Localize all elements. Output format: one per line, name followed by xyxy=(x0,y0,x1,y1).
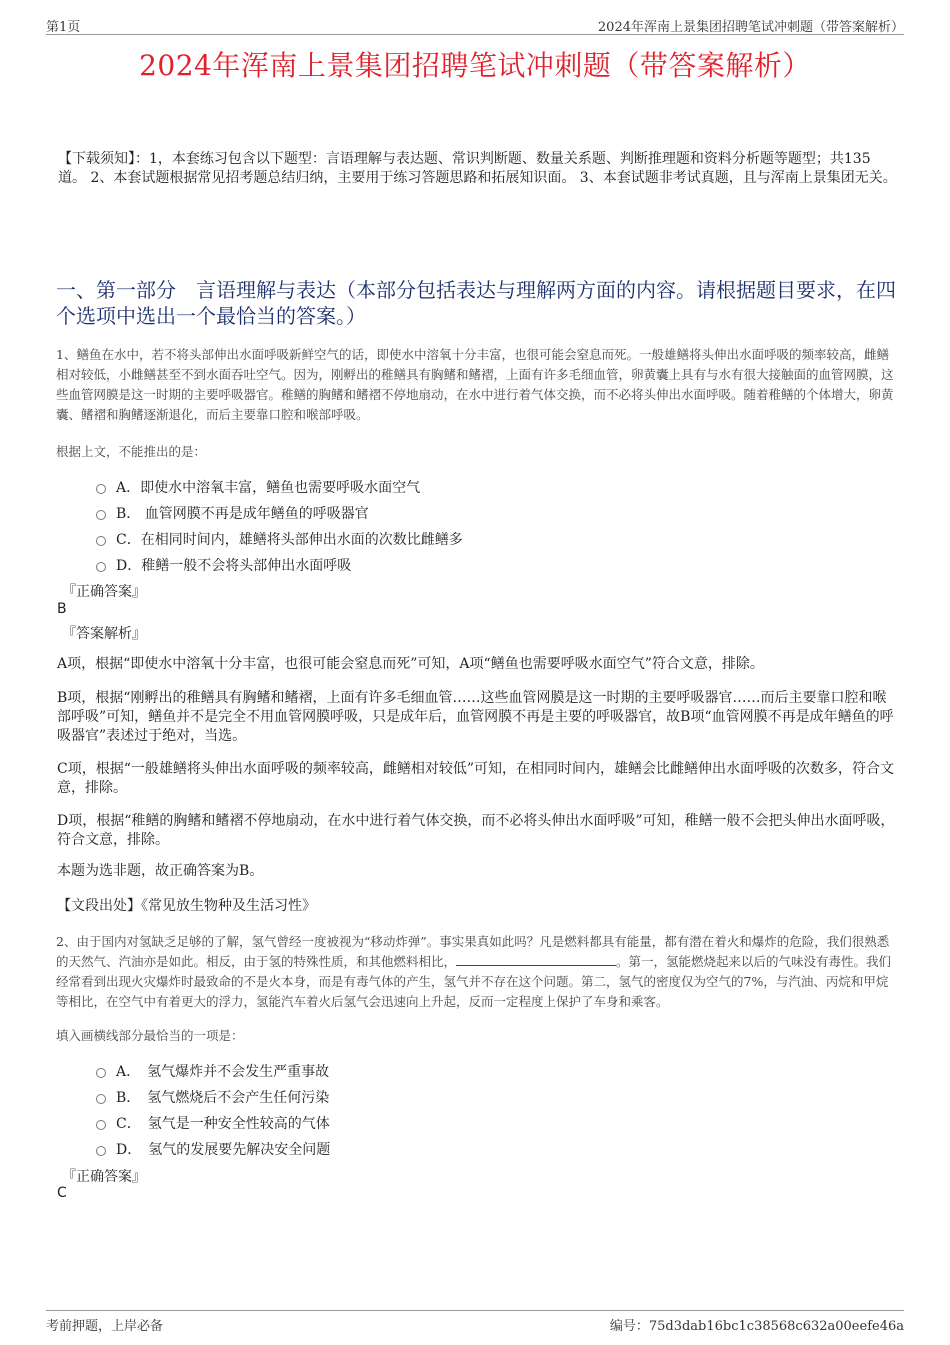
option-b[interactable] xyxy=(96,1084,330,1110)
option-a[interactable] xyxy=(96,1058,330,1084)
analysis-b: B项，根据“刚孵出的稚鳝具有胸鳍和鳍褶，上面有许多毛细血管……这些血管网膜是这一时期的主要呼吸器官……而后主要靠口腔和喉部呼吸”可知，鳝鱼并不是完全不用血管网膜呼吸，只是成年后，血管网膜不再是主要的呼吸器官，故B项“血管网膜不再是成年鳝鱼的呼吸器官”表述过于绝对，当选。 xyxy=(57,690,894,744)
question-1-stem: 1、鳝鱼在水中，若不将头部伸出水面呼吸新鲜空气的话，即使水中溶氧十分丰富，也很可能会窒息而死。一般雄鳝将头伸出水面呼吸的频率较高，雌鳝相对较低，小雌鳝甚至不到水面吞吐空气。因为，刚孵出的稚鳝具有胸鳍和鳍褶，上面有许多毛细血管，卵黄囊上具有与水有很大接触面的血管网膜，这些血管网膜是这一时期的主要呼吸器官。稚鳝的胸鳍和鳍褶不停地扇动，在水中进行着气体交换，而不必将头伸出水面呼吸。随着稚鳝的个体增大，卵黄囊、鳍褶和胸鳍逐渐退化，而后主要靠口腔和喉部呼吸。 xyxy=(56,347,894,422)
answer-label: 『正确答案』 xyxy=(62,1169,146,1185)
radio-icon[interactable] xyxy=(96,510,106,520)
fill-blank xyxy=(456,953,616,966)
question-1-prompt: 根据上文，不能推出的是： xyxy=(56,444,207,459)
section-heading: 一、第一部分 言语理解与表达（本部分包括表达与理解两方面的内容。请根据题目要求，在四个选项中选出一个最恰当的答案。） xyxy=(56,278,896,328)
option-label: A．即使水中溶氧丰富，鳝鱼也需要呼吸水面空气 xyxy=(116,480,421,496)
radio-icon[interactable] xyxy=(96,484,106,494)
radio-icon[interactable] xyxy=(96,562,106,572)
question-2-prompt: 填入画横线部分最恰当的一项是： xyxy=(56,1028,244,1043)
option-label: D． 氢气的发展要先解决安全问题 xyxy=(116,1142,331,1158)
question-2-stem-b: 。第一，氢能燃烧起来以后的气味没有毒性。我们经常看到出现火灾爆炸时最致命的不是火本身，而是有毒气体的产生，氢气并不存在这个问题。第二，氢气的密度仅为空气的7%，与汽油、丙烷和甲烷等相比，在空气中有着更大的浮力，氢能汽车着火后氢气会迅速向上升起，反而一定程度上保护了车身和乘客。 xyxy=(56,954,892,1009)
page-footer xyxy=(46,1310,904,1334)
radio-icon[interactable] xyxy=(96,536,106,546)
option-b[interactable] xyxy=(96,500,463,526)
radio-icon[interactable] xyxy=(96,1120,106,1130)
page-title: 2024年浑南上景集团招聘笔试冲刺题（带答案解析） xyxy=(139,49,811,82)
analysis-c: C项，根据“一般雄鳝将头伸出水面呼吸的频率较高，雌鳝相对较低”可知，在相同时间内，雄鳝会比雌鳝伸出水面呼吸的次数多，符合文意，排除。 xyxy=(57,761,895,796)
option-label: B． 血管网膜不再是成年鳝鱼的呼吸器官 xyxy=(116,506,369,522)
option-label: A． 氢气爆炸并不会发生严重事故 xyxy=(116,1064,330,1080)
question-1-options xyxy=(96,474,463,578)
radio-icon[interactable] xyxy=(96,1068,106,1078)
option-label: C．在相同时间内，雄鳝将头部伸出水面的次数比雌鳝多 xyxy=(116,532,463,548)
question-2-stem-a: 2、由于国内对氢缺乏足够的了解，氢气曾经一度被视为“移动炸弹”。事实果真如此吗？凡是燃料都具有能量，都有潜在着火和爆炸的危险，我们很熟悉的天然气、汽油亦是如此。相反，由于氢的特殊性质，和其他燃料相比， xyxy=(56,934,890,969)
option-label: D．稚鳝一般不会将头部伸出水面呼吸 xyxy=(116,558,352,574)
radio-icon[interactable] xyxy=(96,1094,106,1104)
header-doc-title: 2024年浑南上景集团招聘笔试冲刺题（带答案解析） xyxy=(597,20,904,35)
analysis-d: D项，根据“稚鳝的胸鳍和鳍褶不停地扇动，在水中进行着气体交换，而不必将头伸出水面呼吸”可知，稚鳝一般不会把头伸出水面呼吸，符合文意，排除。 xyxy=(57,813,895,848)
answer-label: 『正确答案』 xyxy=(62,584,146,600)
option-a[interactable] xyxy=(96,474,463,500)
footer-doc-id: 编号：75d3dab16bc1c38568c632a00eefe46a xyxy=(609,1319,904,1334)
analysis-label: 『答案解析』 xyxy=(62,626,146,642)
question-2-stem xyxy=(56,932,896,1012)
option-c[interactable] xyxy=(96,526,463,552)
source-note: 【文段出处】《常见放生物种及生活习性》 xyxy=(57,898,316,914)
page-number: 第1页 xyxy=(46,20,81,35)
answer-value: C xyxy=(57,1185,67,1201)
option-c[interactable] xyxy=(96,1110,330,1136)
option-label: C． 氢气是一种安全性较高的气体 xyxy=(116,1116,330,1132)
answer-value: B xyxy=(57,601,67,617)
option-label: B． 氢气燃烧后不会产生任何污染 xyxy=(116,1090,330,1106)
footer-slogan: 考前押题，上岸必备 xyxy=(46,1319,164,1334)
question-2-options xyxy=(96,1058,330,1162)
radio-icon[interactable] xyxy=(96,1146,106,1156)
analysis-conclusion: 本题为选非题，故正确答案为B。 xyxy=(57,863,264,879)
option-d[interactable] xyxy=(96,1136,330,1162)
download-notice: 【下载须知】：1，本套练习包含以下题型：言语理解与表达题、常识判断题、数量关系题、判断推理题和资料分析题等题型；共135道。 2、本套试题根据常见招考题总结归纳，主要用于练习答题思路和拓展知识面。 3、本套试题非考试真题，且与浑南上景集团无关。 xyxy=(58,151,897,186)
page-header xyxy=(46,14,904,35)
option-d[interactable] xyxy=(96,552,463,578)
analysis-a: A项，根据“即使水中溶氧十分丰富，也很可能会窒息而死”可知，A项“鳝鱼也需要呼吸水面空气”符合文意，排除。 xyxy=(57,656,764,672)
